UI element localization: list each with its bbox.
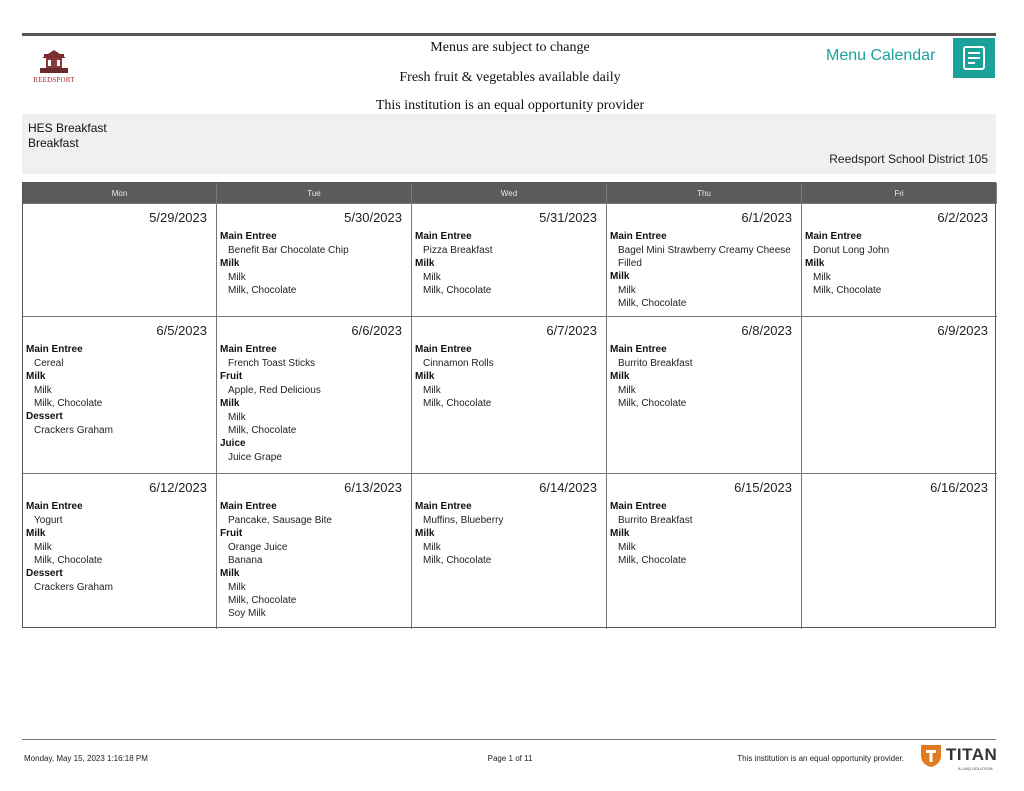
- menu-category-label: Main Entree: [220, 501, 277, 512]
- menu-item: Milk: [423, 542, 441, 553]
- menu-item: Milk: [228, 582, 246, 593]
- footer-notice: This institution is an equal opportunity provider.: [737, 754, 904, 763]
- menu-item: Burrito Breakfast: [618, 515, 693, 526]
- notice-line-3: This institution is an equal opportunity provider: [375, 98, 645, 113]
- menu-item: Milk, Chocolate: [228, 595, 297, 606]
- day-cell: [217, 473, 412, 629]
- menu-category-label: Milk: [220, 568, 240, 579]
- menu-category-label: Main Entree: [26, 501, 83, 512]
- menu-category-label: Fruit: [220, 371, 243, 382]
- menu-item: Milk: [423, 385, 441, 396]
- menu-category-label: Milk: [415, 258, 435, 269]
- menu-item: Crackers Graham: [34, 582, 113, 593]
- menu-category-label: Milk: [610, 271, 630, 282]
- day-date: 6/13/2023: [344, 480, 402, 495]
- day-header-thu: Thu: [607, 183, 802, 203]
- menu-item: Apple, Red Delicious: [228, 385, 321, 396]
- menu-category-label: Main Entree: [220, 344, 277, 355]
- day-cell: [802, 203, 997, 316]
- footer-page-number: Page 1 of 11: [487, 754, 533, 763]
- day-date: 6/7/2023: [546, 323, 597, 338]
- footer-timestamp: Monday, May 15, 2023 1:16:18 PM: [24, 754, 148, 763]
- day-date: 5/30/2023: [344, 210, 402, 225]
- menu-category-label: Main Entree: [610, 344, 667, 355]
- titan-shield-icon: [920, 744, 942, 768]
- menu-item: Milk: [618, 385, 636, 396]
- menu-category-label: Main Entree: [415, 501, 472, 512]
- school-logo-text: REEDSPORT: [33, 76, 75, 84]
- menu-category-label: Main Entree: [415, 231, 472, 242]
- day-date: 6/9/2023: [937, 323, 988, 338]
- menu-item: Burrito Breakfast: [618, 358, 693, 369]
- menu-calendar-grid: [22, 182, 996, 628]
- menu-meal-type: Breakfast: [28, 136, 79, 150]
- day-date: 6/8/2023: [741, 323, 792, 338]
- day-date: 6/5/2023: [156, 323, 207, 338]
- day-date: 6/16/2023: [930, 480, 988, 495]
- menu-item: Milk: [34, 385, 52, 396]
- menu-item: Milk: [813, 272, 831, 283]
- menu-category-label: Milk: [220, 398, 240, 409]
- menu-item: Banana: [228, 555, 263, 566]
- menu-item: Milk, Chocolate: [423, 398, 492, 409]
- menu-category-label: Milk: [26, 371, 46, 382]
- day-date: 6/1/2023: [741, 210, 792, 225]
- menu-item: Milk, Chocolate: [618, 555, 687, 566]
- menu-category-label: Main Entree: [415, 344, 472, 355]
- menu-category-label: Milk: [415, 371, 435, 382]
- menu-category-label: Milk: [26, 528, 46, 539]
- menu-item: Milk: [423, 272, 441, 283]
- menu-category-label: Main Entree: [610, 231, 667, 242]
- menu-item: Milk, Chocolate: [423, 555, 492, 566]
- footer-rule: [22, 739, 996, 740]
- menu-item: Milk, Chocolate: [618, 398, 687, 409]
- day-cell: [412, 203, 607, 316]
- notice-line-2: Fresh fruit & vegetables available daily: [399, 70, 621, 85]
- menu-item: Bagel Mini Strawberry Creamy Cheese Filled: [618, 245, 791, 269]
- menu-item: Crackers Graham: [34, 425, 113, 436]
- menu-item: Milk, Chocolate: [34, 555, 103, 566]
- menu-school-title: HES Breakfast: [28, 121, 107, 135]
- menu-item: Yogurt: [34, 515, 63, 526]
- day-date: 5/31/2023: [539, 210, 597, 225]
- day-cell: [802, 316, 997, 473]
- day-cell: [412, 316, 607, 473]
- menu-item: Milk, Chocolate: [228, 425, 297, 436]
- menu-category-label: Dessert: [26, 568, 63, 579]
- day-date: 6/15/2023: [734, 480, 792, 495]
- menu-item: Benefit Bar Chocolate Chip: [228, 245, 349, 256]
- menu-item: Pancake, Sausage Bite: [228, 515, 332, 526]
- day-cell: [607, 203, 802, 316]
- top-rule: [22, 33, 996, 36]
- notice-line-1: Menus are subject to change: [430, 40, 590, 55]
- menu-item: Cereal: [34, 358, 64, 369]
- menu-item: Donut Long John: [813, 245, 890, 256]
- menu-item: Milk: [618, 285, 636, 296]
- day-cell: [412, 473, 607, 629]
- titan-brand: TITAN: [946, 745, 998, 764]
- day-date: 6/12/2023: [149, 480, 207, 495]
- day-cell: [802, 473, 997, 629]
- menu-item: Milk, Chocolate: [813, 285, 882, 296]
- menu-category-label: Milk: [415, 528, 435, 539]
- menu-item: Milk: [228, 412, 246, 423]
- menu-category-label: Main Entree: [220, 231, 277, 242]
- day-date: 6/14/2023: [539, 480, 597, 495]
- day-date: 6/2/2023: [937, 210, 988, 225]
- menu-item: Juice Grape: [228, 452, 282, 463]
- district-name: Reedsport School District 105: [829, 152, 988, 166]
- menu-category-label: Milk: [220, 258, 240, 269]
- day-header-fri: Fri: [802, 183, 997, 203]
- day-cell: [23, 316, 217, 473]
- day-cell: [23, 203, 217, 316]
- menu-item: Cinnamon Rolls: [423, 358, 494, 369]
- menu-category-label: Milk: [805, 258, 825, 269]
- menu-category-label: Fruit: [220, 528, 243, 539]
- menu-item: Milk, Chocolate: [228, 285, 297, 296]
- day-cell: [23, 473, 217, 629]
- menu-category-label: Milk: [610, 528, 630, 539]
- menu-item: Milk, Chocolate: [423, 285, 492, 296]
- menu-category-label: Milk: [610, 371, 630, 382]
- menu-category-label: Dessert: [26, 411, 63, 422]
- day-header-wed: Wed: [412, 183, 607, 203]
- menu-item: Milk, Chocolate: [34, 398, 103, 409]
- day-header-tue: Tue: [217, 183, 412, 203]
- menu-calendar-label: Menu Calendar: [826, 47, 936, 64]
- menu-category-label: Main Entree: [26, 344, 83, 355]
- day-cell: [217, 316, 412, 473]
- menu-item: Milk, Chocolate: [618, 298, 687, 309]
- day-header-mon: Mon: [23, 183, 217, 203]
- menu-item: Pizza Breakfast: [423, 245, 493, 256]
- menu-item: Milk: [34, 542, 52, 553]
- menu-item: French Toast Sticks: [228, 358, 316, 369]
- day-date: 6/6/2023: [351, 323, 402, 338]
- menu-item: Milk: [228, 272, 246, 283]
- day-cell: [217, 203, 412, 316]
- menu-calendar-icon[interactable]: [953, 38, 995, 78]
- menu-item: Soy Milk: [228, 608, 266, 619]
- menu-item: Orange Juice: [228, 542, 288, 553]
- day-cell: [607, 473, 802, 629]
- day-cell: [607, 316, 802, 473]
- menu-category-label: Main Entree: [610, 501, 667, 512]
- school-logo-icon: [26, 50, 82, 92]
- menu-item: Muffins, Blueberry: [423, 515, 504, 526]
- menu-item: Milk: [618, 542, 636, 553]
- day-date: 5/29/2023: [149, 210, 207, 225]
- menu-category-label: Main Entree: [805, 231, 862, 242]
- menu-category-label: Juice: [220, 438, 246, 449]
- titan-brand-sub: A LINQ SOLUTION: [958, 766, 993, 771]
